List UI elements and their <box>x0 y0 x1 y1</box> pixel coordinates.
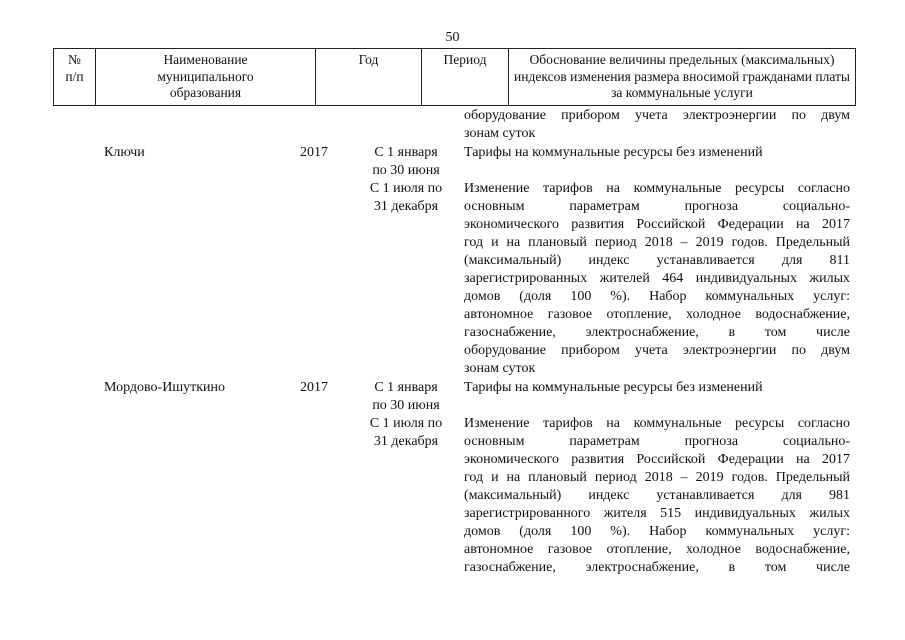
row-period-1: С 1 января по 30 июня <box>372 145 440 178</box>
row-text-1: Тарифы на коммунальные ресурсы без изменений <box>464 380 763 395</box>
row-year: 2017 <box>300 145 328 160</box>
continuation-line: оборудование прибором учета электроэнергии по двум <box>464 108 850 123</box>
row-name: Ключи <box>104 145 145 160</box>
header-col-name: Наименование муниципального образования <box>96 49 316 105</box>
header-col-year: Год <box>316 49 422 105</box>
row-period-2: С 1 июля по 31 декабря <box>369 181 443 214</box>
header-col-period: Период <box>422 49 509 105</box>
row-name: Мордово-Ишуткино <box>104 380 226 395</box>
row-period-1: С 1 января по 30 июня <box>372 380 440 413</box>
row-year: 2017 <box>300 380 328 395</box>
table-header <box>53 48 856 106</box>
page-number: 50 <box>445 30 460 45</box>
row-text-1: Тарифы на коммунальные ресурсы без изменений <box>464 145 763 160</box>
continuation-last-line: зонам суток <box>464 126 536 141</box>
header-col-number: № п/п <box>54 49 96 105</box>
header-col-basis: Обоснование величины предельных (максимальных) индексов изменения размера вносимой гражданами платы за коммунальные услуги <box>514 52 850 100</box>
row-period-2: С 1 июля по 31 декабря <box>369 416 443 449</box>
